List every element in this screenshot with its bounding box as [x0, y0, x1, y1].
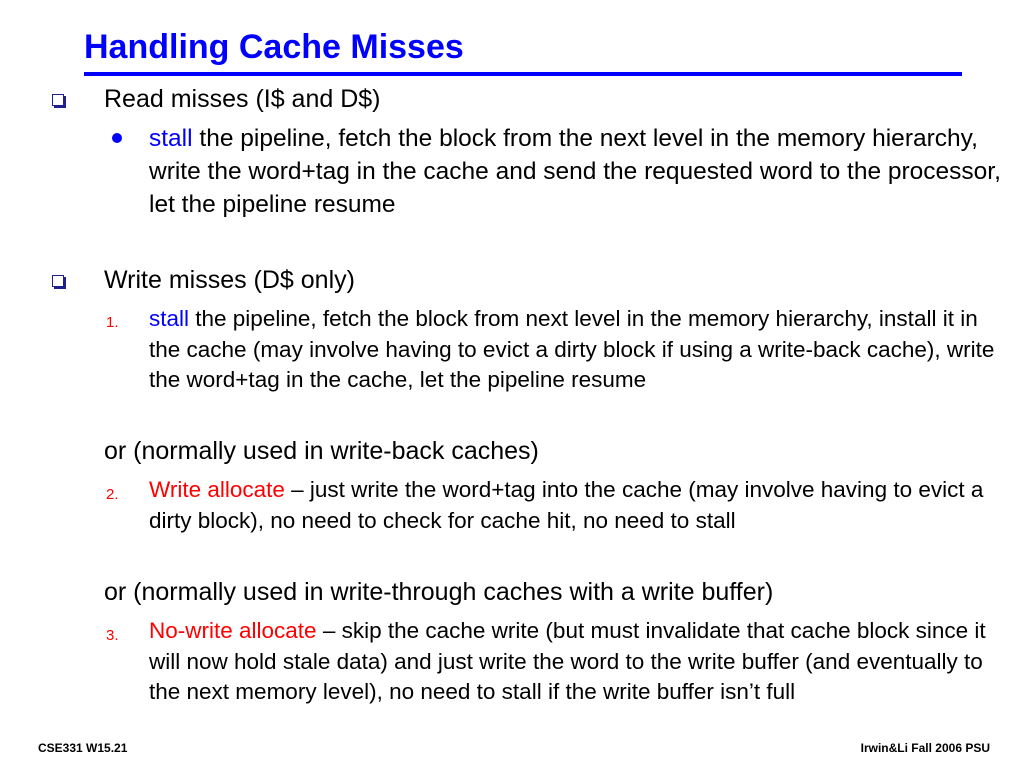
- list-number-1: 1.: [106, 314, 119, 331]
- write-miss-option-1: [149, 304, 1009, 396]
- keyword-stall: stall: [149, 306, 190, 331]
- list-number-2: 2.: [106, 486, 119, 503]
- title-underline: [84, 72, 962, 76]
- read-miss-text: the pipeline, fetch the block from the next level in the memory hierarchy, write the word+tag in the cache and send the requested word to the processor, let the pipeline resume: [149, 125, 1001, 218]
- keyword-write-allocate: Write allocate: [149, 477, 285, 502]
- read-miss-description: [149, 122, 1009, 221]
- heading-write-misses: Write misses (D$ only): [104, 266, 355, 294]
- or-write-back-line: or (normally used in write-back caches): [104, 437, 539, 465]
- footer-course-label: CSE331 W15.21: [38, 741, 128, 755]
- option-3-text: – skip the cache write (but must invalidate that cache block since it will now hold stale data) and just write the word to the write buffer (and eventually to the next memory level), no need to stall if the write buffer isn’t full: [149, 618, 986, 704]
- round-bullet-icon: [112, 133, 122, 143]
- option-2-text: – just write the word+tag into the cache (may involve having to evict a dirty block), no need to check for cache hit, no need to stall: [149, 477, 984, 533]
- write-miss-option-2: [149, 475, 1009, 536]
- footer-credit: Irwin&Li Fall 2006 PSU: [860, 741, 990, 755]
- keyword-no-write-allocate: No-write allocate: [149, 618, 317, 643]
- write-miss-option-3: [149, 616, 1009, 708]
- option-1-text: the pipeline, fetch the block from next level in the memory hierarchy, install it in the cache (may involve having to evict a dirty block if using a write-back cache), write the word+tag in the cache, let the pipeline resume: [149, 306, 995, 392]
- square-bullet-icon: [52, 94, 64, 106]
- slide-title: Handling Cache Misses: [84, 28, 464, 66]
- list-number-3: 3.: [106, 627, 119, 644]
- keyword-stall: stall: [149, 125, 193, 152]
- or-write-through-line: or (normally used in write-through caches with a write buffer): [104, 578, 774, 606]
- heading-read-misses: Read misses (I$ and D$): [104, 85, 381, 113]
- square-bullet-icon: [52, 275, 64, 287]
